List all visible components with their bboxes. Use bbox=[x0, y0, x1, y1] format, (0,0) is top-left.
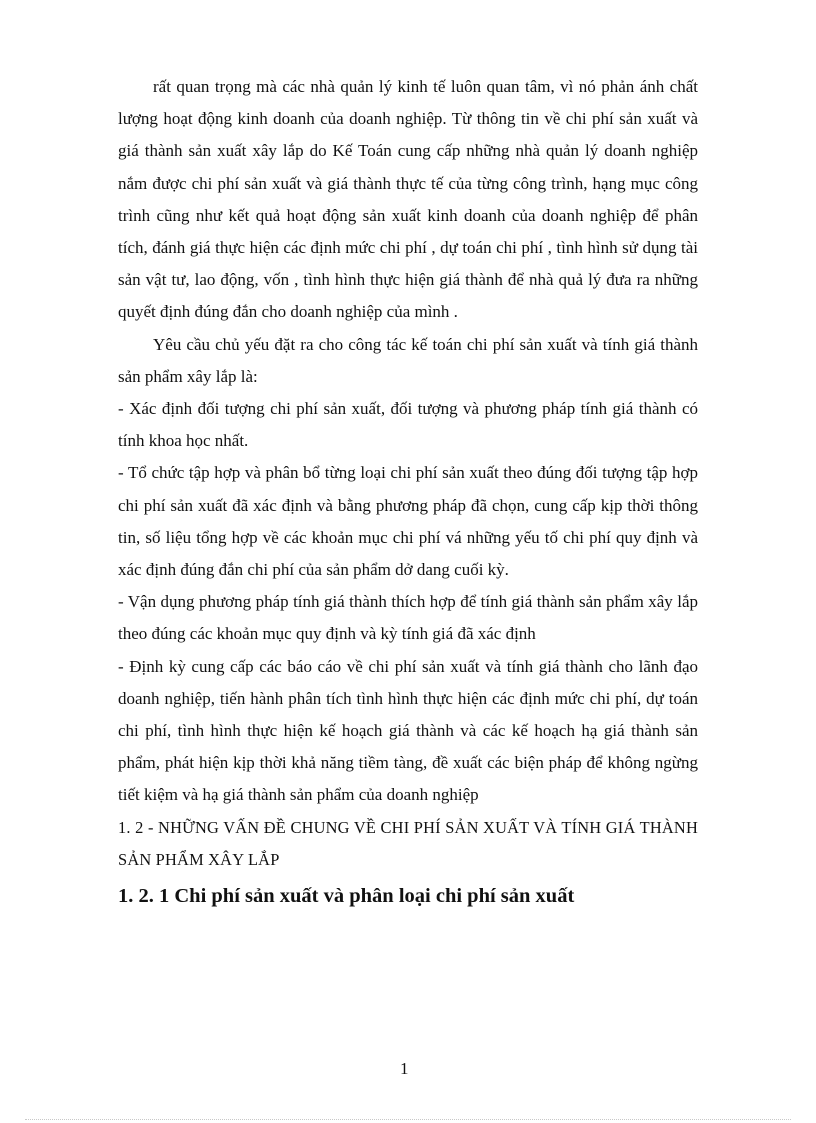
body-paragraph-2: Yêu cầu chủ yếu đặt ra cho công tác kế toán chi phí sản xuất và tính giá thành sản phẩm xây lắp là: bbox=[118, 334, 698, 386]
body-paragraph-1: rất quan trọng mà các nhà quản lý kinh tế luôn quan tâm, vì nó phản ánh chất lượng hoạt động kinh doanh của doanh nghiệp. Từ thông tin về chi phí sản xuất và giá thành sản xuất xây lắp do Kế Toán cung cấp những nhà quản lý doanh nghiệp nắm được chi phí sản xuất và giá thành thực tế của từng công trình, hạng mục công trình cũng như kết quả hoạt động sản xuất kinh doanh của doanh nghiệp để phân tích, đánh giá thực hiện các định mức chi phí , dự toán chi phí , tình hình sử dụng tài sản vật tư, lao động, vốn , tình hình thực hiện giá thành để nhà quả lý đưa ra những quyết định đúng đắn cho doanh nghiệp của mình . bbox=[118, 77, 698, 322]
page-number: 1 bbox=[400, 1059, 409, 1078]
page-bottom-divider bbox=[25, 1119, 791, 1120]
bullet-paragraph-1: - Xác định đối tượng chi phí sản xuất, đối tượng và phương pháp tính giá thành có tính khoa học nhất. bbox=[118, 399, 724, 451]
page-body bbox=[118, 71, 724, 912]
bullet-paragraph-4: - Định kỳ cung cấp các báo cáo về chi phí sản xuất và tính giá thành cho lãnh đạo doanh nghiệp, tiến hành phân tích tình hình thực hiện các định mức chi phí, dự toán chi phí, tình hình thực hiện kế hoạch giá thành và các kế hoạch hạ giá thành sản phẩm, phát hiện kịp thời khả năng tiềm tàng, đề xuất các biện pháp để không ngừng tiết kiệm và hạ giá thành sản phẩm của doanh nghiệp bbox=[118, 656, 698, 805]
bullet-paragraph-3: - Vận dụng phương pháp tính giá thành thích hợp để tính giá thành sản phẩm xây lắp theo đúng các khoản mục quy định và kỳ tính giá đã xác định bbox=[118, 592, 698, 644]
subsection-heading: 1. 2. 1 Chi phí sản xuất và phân loại chi phí sản xuất bbox=[118, 885, 575, 908]
section-heading: 1. 2 - NHỮNG VẤN ĐỀ CHUNG VỀ CHI PHÍ SẢN XUẤT VÀ TÍNH GIÁ THÀNH SẢN PHẨM XÂY LẮP bbox=[118, 817, 698, 869]
bullet-paragraph-2: - Tổ chức tập hợp và phân bổ từng loại chi phí sản xuất theo đúng đối tượng tập hợp chi phí sản xuất đã xác định và bằng phương pháp đã chọn, cung cấp kịp thời thông tin, số liệu tổng hợp về các khoản mục chi phí vá những yếu tố chi phí quy định và xác định đúng đắn chi phí của sản phẩm dở dang cuối kỳ. bbox=[118, 463, 698, 580]
